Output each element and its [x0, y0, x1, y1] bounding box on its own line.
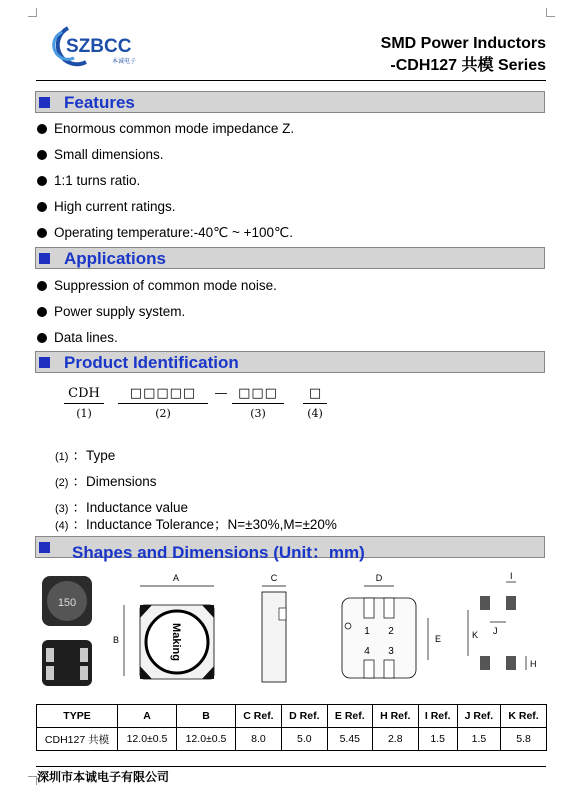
table-cell: 2.8: [372, 728, 418, 751]
pin-label: 1: [364, 626, 370, 637]
table-header-cell: I Ref.: [418, 705, 457, 728]
table-header-cell: J Ref.: [457, 705, 500, 728]
top-view-drawing: [113, 573, 214, 679]
square-bullet-icon: [39, 253, 50, 264]
pin-label: 4: [364, 646, 370, 657]
id-legend-item: (2) ：Dimensions: [55, 474, 157, 489]
code-inductance: □□□: [238, 386, 278, 401]
application-item: Power supply system.: [37, 304, 185, 319]
bullet-icon: [37, 176, 47, 186]
land-pattern-drawing: [468, 571, 537, 670]
dim-label-k: K: [472, 630, 479, 640]
square-bullet-icon: [39, 542, 50, 553]
bullet-icon: [37, 228, 47, 238]
dim-label-a: A: [172, 573, 180, 583]
dim-label-e: E: [435, 634, 442, 644]
dim-label-j: J: [493, 626, 498, 636]
dim-label-d: D: [375, 573, 383, 583]
table-header-cell: C Ref.: [236, 705, 282, 728]
application-item: Data lines.: [37, 330, 118, 345]
section-features: [35, 91, 545, 113]
company-logo: [50, 22, 148, 68]
code-type: CDH: [68, 386, 100, 401]
bullet-icon: [37, 333, 47, 343]
table-header-cell: E Ref.: [327, 705, 372, 728]
section-shapes-dimensions: [35, 536, 545, 562]
dim-label-c: C: [270, 573, 278, 583]
header-divider: [36, 80, 546, 81]
bottom-view-drawing: [342, 573, 441, 678]
table-cell: 8.0: [236, 728, 282, 751]
table-cell: 1.5: [418, 728, 457, 751]
making-label: Making: [170, 623, 182, 661]
title-line-1: SMD Power Inductors: [380, 35, 546, 52]
feature-item: Enormous common mode impedance Z.: [37, 121, 294, 136]
table-header-cell: TYPE: [37, 705, 118, 728]
square-bullet-icon: [39, 357, 50, 368]
footer-divider: [36, 766, 546, 767]
square-bullet-icon: [39, 97, 50, 108]
table-header-cell: H Ref.: [372, 705, 418, 728]
feature-item: 1:1 turns ratio.: [37, 173, 140, 188]
dimensions-table: [36, 704, 547, 751]
company-footer: 深圳市本诚电子有限公司: [37, 770, 170, 784]
table-header-cell: K Ref.: [501, 705, 547, 728]
bullet-icon: [37, 307, 47, 317]
dim-label-h: H: [530, 659, 537, 669]
table-cell: 12.0±0.5: [118, 728, 177, 751]
section-title: Features: [64, 93, 135, 112]
table-row: [37, 728, 547, 751]
dim-label-b: B: [112, 635, 120, 645]
table-cell: 5.45: [327, 728, 372, 751]
id-legend-item: (1) ：Type: [55, 448, 116, 463]
code-index: (2): [155, 407, 171, 420]
application-item: Suppression of common mode noise.: [37, 278, 277, 293]
code-index: (3): [250, 407, 266, 420]
side-view-drawing: [262, 573, 286, 682]
section-applications: [35, 247, 545, 269]
code-dimensions: □□□□□: [129, 386, 197, 401]
table-cell: 5.0: [281, 728, 327, 751]
table-header-row: [37, 705, 547, 728]
table-cell: 5.8: [501, 728, 547, 751]
document-title: [381, 33, 546, 77]
part-marking: 150: [57, 597, 77, 609]
bullet-icon: [37, 281, 47, 291]
logo-text: SZBCC: [66, 36, 132, 57]
corner-mark: [28, 8, 37, 17]
code-tolerance: □: [308, 386, 322, 401]
code-index: (1): [76, 407, 92, 420]
table-cell: 1.5: [457, 728, 500, 751]
code-index: (4): [307, 407, 323, 420]
pin-label: 3: [388, 646, 394, 657]
section-product-identification: [35, 351, 545, 373]
bullet-icon: [37, 150, 47, 160]
id-legend-item: (4) ：Inductance Tolerance；N=±30%,M=±20%: [55, 517, 337, 532]
product-photo-top: [42, 576, 92, 626]
feature-item: High current ratings.: [37, 199, 176, 214]
table-header-cell: B: [177, 705, 236, 728]
section-title: Shapes and Dimensions (Unit：mm): [72, 543, 365, 562]
underline: [64, 403, 104, 404]
table-cell: CDH127 共模: [37, 728, 118, 751]
bullet-icon: [37, 202, 47, 212]
id-legend-item: (3) ：Inductance value: [55, 500, 189, 515]
product-photo-bottom: [42, 640, 92, 686]
dimension-drawing: [36, 568, 546, 698]
title-line-2: -CDH127 共模 Series: [390, 57, 546, 74]
corner-mark: [546, 8, 555, 17]
underline: [303, 403, 327, 404]
section-title: Product Identification: [64, 353, 239, 372]
table-header-cell: D Ref.: [281, 705, 327, 728]
underline: [118, 403, 208, 404]
feature-item: Operating temperature:-40℃ ~ +100℃.: [37, 225, 293, 241]
table-header-cell: A: [118, 705, 177, 728]
table-cell: 12.0±0.5: [177, 728, 236, 751]
underline: [232, 403, 284, 404]
bullet-icon: [37, 124, 47, 134]
feature-item: Small dimensions.: [37, 147, 164, 162]
dim-label-i: I: [510, 571, 513, 581]
logo-subtext: 本诚电子: [112, 59, 137, 65]
section-title: Applications: [64, 249, 167, 268]
pin-label: 2: [388, 626, 394, 637]
code-dash: —: [214, 386, 228, 401]
